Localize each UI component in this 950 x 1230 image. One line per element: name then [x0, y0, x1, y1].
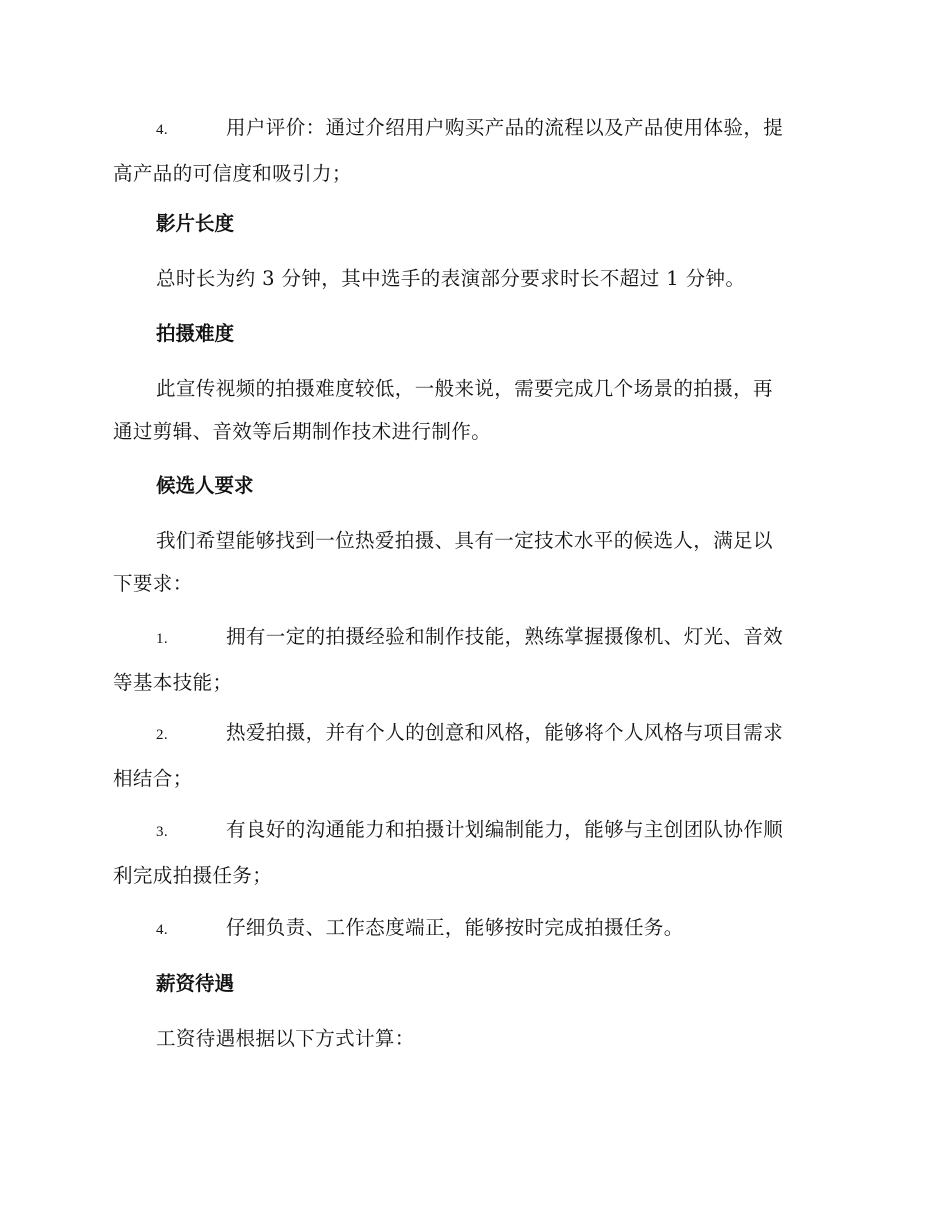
list-item-first-line — [113, 808, 833, 854]
paragraph-shooting-difficulty — [113, 367, 833, 453]
paragraph-line: 我们希望能够找到一位热爱拍摄、具有一定技术水平的候选人，满足以 — [156, 529, 773, 552]
list-item-requirement-2 — [113, 711, 833, 800]
list-item-text: 用户评价：通过介绍用户购买产品的流程以及产品使用体验，提 — [226, 116, 784, 139]
list-number: 1. — [156, 631, 169, 647]
list-item-continuation: 高产品的可信度和吸引力； — [113, 162, 352, 185]
list-item-text: 热爱拍摄，并有个人的创意和风格，能够将个人风格与项目需求 — [226, 721, 784, 744]
list-item-continuation: 等基本技能； — [113, 671, 233, 694]
list-item-first-line — [113, 615, 833, 661]
list-item-text: 有良好的沟通能力和拍摄计划编制能力，能够与主创团队协作顺 — [226, 818, 784, 841]
heading-salary: 薪资待遇 — [156, 972, 235, 995]
list-item-user-review — [113, 106, 833, 195]
list-item-continuation: 利完成拍摄任务； — [113, 864, 273, 887]
paragraph-line: 下要求： — [113, 572, 193, 595]
list-item-first-line — [113, 711, 833, 757]
paragraph-film-length: 总时长为约 3 分钟，其中选手的表演部分要求时长不超过 1 分钟。 — [156, 267, 746, 290]
list-item-continuation: 相结合； — [113, 767, 193, 790]
list-item-first-line — [113, 906, 833, 952]
list-number: 2. — [156, 727, 169, 743]
list-number: 3. — [156, 824, 169, 840]
list-item-first-line — [113, 106, 833, 152]
list-item-requirement-1 — [113, 615, 833, 704]
list-item-requirement-4 — [113, 906, 833, 952]
paragraph-salary: 工资待遇根据以下方式计算： — [156, 1027, 415, 1050]
heading-shooting-difficulty: 拍摄难度 — [156, 322, 235, 345]
paragraph-requirements-intro — [113, 519, 833, 605]
list-number: 4. — [156, 922, 169, 938]
list-item-requirement-3 — [113, 808, 833, 897]
list-item-text: 仔细负责、工作态度端正，能够按时完成拍摄任务。 — [226, 916, 684, 939]
paragraph-line: 此宣传视频的拍摄难度较低，一般来说，需要完成几个场景的拍摄，再 — [156, 377, 773, 400]
list-item-text: 拥有一定的拍摄经验和制作技能，熟练掌握摄像机、灯光、音效 — [226, 625, 784, 648]
list-number: 4. — [156, 122, 169, 138]
heading-candidate-requirements: 候选人要求 — [156, 474, 254, 497]
heading-film-length: 影片长度 — [156, 212, 235, 235]
paragraph-line: 通过剪辑、音效等后期制作技术进行制作。 — [113, 420, 492, 443]
